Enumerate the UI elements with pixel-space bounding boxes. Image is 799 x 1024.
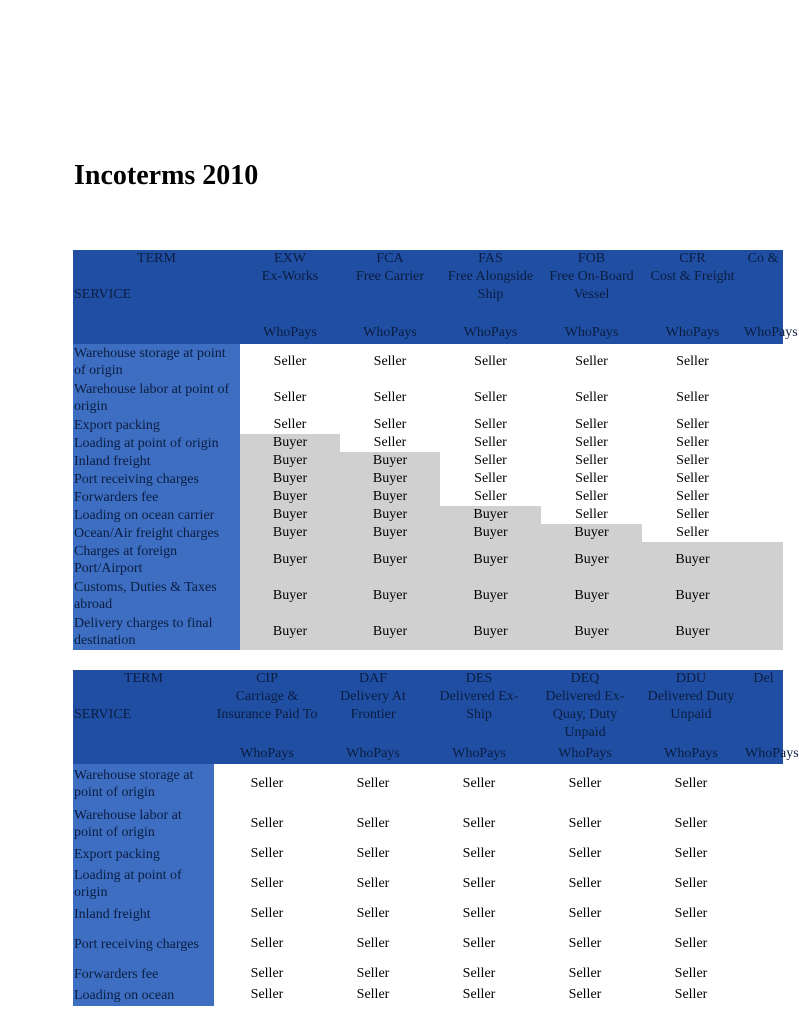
who-pays-value: Seller	[320, 984, 426, 1006]
term-name: Delivery At Frontier	[340, 689, 406, 722]
clipped-cell	[743, 488, 783, 506]
table-row	[73, 844, 783, 864]
service-name: Forwarders fee	[73, 488, 240, 506]
clipped-cell	[743, 452, 783, 470]
whopays-label: WhoPays	[744, 744, 783, 764]
whopays-label: WhoPays	[214, 744, 320, 764]
who-pays-value: Buyer	[440, 524, 541, 542]
who-pays-value: Seller	[320, 964, 426, 984]
term-code: CIP	[256, 671, 278, 686]
who-pays-value: Buyer	[541, 578, 642, 614]
who-pays-value: Buyer	[440, 542, 541, 578]
who-pays-value: Seller	[214, 904, 320, 924]
term-code: FOB	[577, 251, 606, 266]
table-row	[73, 764, 783, 804]
table-row	[73, 524, 783, 542]
who-pays-value: Seller	[642, 506, 743, 524]
clipped-cell	[743, 434, 783, 452]
term-column-header	[240, 250, 340, 322]
who-pays-value: Seller	[440, 452, 541, 470]
who-pays-value: Seller	[426, 964, 532, 984]
who-pays-value: Seller	[638, 904, 744, 924]
who-pays-value: Seller	[642, 344, 743, 380]
table-row	[73, 416, 783, 434]
term-code: EXW	[274, 251, 306, 266]
whopays-label: WhoPays	[440, 322, 541, 344]
service-name: Warehouse storage at point of origin	[73, 764, 214, 804]
whopays-row	[73, 744, 783, 764]
who-pays-value: Buyer	[440, 614, 541, 650]
clipped-cell	[743, 578, 783, 614]
who-pays-value: Buyer	[440, 578, 541, 614]
who-pays-value: Seller	[541, 506, 642, 524]
table-row	[73, 964, 783, 984]
term-name: Co &	[747, 251, 779, 266]
table-row	[73, 506, 783, 524]
who-pays-value: Seller	[541, 470, 642, 488]
who-pays-value: Seller	[426, 864, 532, 904]
whopays-label: WhoPays	[532, 744, 638, 764]
who-pays-value: Seller	[532, 964, 638, 984]
term-service-header	[73, 250, 240, 322]
term-column-header	[320, 670, 426, 744]
who-pays-value: Seller	[541, 344, 642, 380]
table-row	[73, 434, 783, 452]
who-pays-value: Seller	[426, 804, 532, 844]
term-column-header	[744, 670, 783, 744]
who-pays-value: Seller	[532, 904, 638, 924]
who-pays-value: Seller	[638, 964, 744, 984]
header-row	[73, 250, 783, 322]
service-name: Loading on ocean carrier	[73, 506, 240, 524]
who-pays-value: Seller	[214, 964, 320, 984]
table-row	[73, 542, 783, 578]
service-name: Delivery charges to final destination	[73, 614, 240, 650]
who-pays-value: Seller	[320, 864, 426, 904]
who-pays-value: Seller	[440, 488, 541, 506]
term-column-header	[214, 670, 320, 744]
service-name: Forwarders fee	[73, 964, 214, 984]
table-row	[73, 452, 783, 470]
who-pays-value: Seller	[532, 984, 638, 1006]
service-name: Port receiving charges	[73, 470, 240, 488]
service-name: Ocean/Air freight charges	[73, 524, 240, 542]
clipped-cell	[743, 380, 783, 416]
who-pays-value: Buyer	[642, 614, 743, 650]
clipped-cell	[744, 964, 783, 984]
who-pays-value: Buyer	[340, 614, 440, 650]
clipped-cell	[744, 764, 783, 804]
term-code: FCA	[376, 251, 404, 266]
table-row	[73, 380, 783, 416]
term-code: DAF	[358, 671, 387, 686]
table-row	[73, 904, 783, 924]
who-pays-value: Seller	[214, 764, 320, 804]
term-column-header	[638, 670, 744, 744]
who-pays-value: Seller	[642, 380, 743, 416]
who-pays-value: Seller	[642, 488, 743, 506]
who-pays-value: Buyer	[541, 614, 642, 650]
term-name: Free On-Board Vessel	[549, 269, 634, 302]
service-name: Loading at point of origin	[73, 864, 214, 904]
term-column-header	[532, 670, 638, 744]
table-row	[73, 488, 783, 506]
term-name: Delivered Duty Unpaid	[647, 689, 735, 722]
header-row	[73, 670, 783, 744]
table-row	[73, 614, 783, 650]
table-row	[73, 924, 783, 964]
who-pays-value: Buyer	[240, 542, 340, 578]
clipped-cell	[743, 416, 783, 434]
clipped-cell	[744, 904, 783, 924]
term-name: Free Alongside Ship	[447, 269, 534, 302]
term-column-header	[426, 670, 532, 744]
who-pays-value: Buyer	[240, 578, 340, 614]
who-pays-value: Seller	[642, 470, 743, 488]
who-pays-value: Seller	[240, 380, 340, 416]
who-pays-value: Buyer	[642, 578, 743, 614]
term-code: DES	[465, 671, 493, 686]
whopays-label: WhoPays	[340, 322, 440, 344]
who-pays-value: Seller	[642, 434, 743, 452]
who-pays-value: Seller	[532, 924, 638, 964]
who-pays-value: Buyer	[340, 578, 440, 614]
who-pays-value: Seller	[541, 452, 642, 470]
who-pays-value: Buyer	[240, 524, 340, 542]
table-row	[73, 470, 783, 488]
who-pays-value: Seller	[440, 470, 541, 488]
who-pays-value: Seller	[532, 864, 638, 904]
term-column-header	[340, 250, 440, 322]
who-pays-value: Seller	[638, 804, 744, 844]
who-pays-value: Seller	[638, 924, 744, 964]
who-pays-value: Seller	[214, 844, 320, 864]
whopays-blank	[73, 322, 240, 344]
service-label: SERVICE	[74, 287, 132, 302]
who-pays-value: Seller	[532, 764, 638, 804]
term-code: FAS	[478, 251, 503, 266]
who-pays-value: Seller	[214, 864, 320, 904]
clipped-cell	[743, 506, 783, 524]
who-pays-value: Seller	[340, 380, 440, 416]
whopays-label: WhoPays	[541, 322, 642, 344]
who-pays-value: Buyer	[340, 506, 440, 524]
clipped-cell	[744, 924, 783, 964]
table-row	[73, 804, 783, 844]
who-pays-value: Buyer	[240, 614, 340, 650]
who-pays-value: Seller	[541, 434, 642, 452]
who-pays-value: Seller	[340, 416, 440, 434]
who-pays-value: Buyer	[340, 488, 440, 506]
term-column-header	[541, 250, 642, 322]
whopays-label: WhoPays	[638, 744, 744, 764]
service-name: Loading on ocean	[73, 984, 214, 1006]
who-pays-value: Seller	[642, 416, 743, 434]
term-label: TERM	[124, 671, 163, 686]
who-pays-value: Buyer	[240, 470, 340, 488]
service-name: Export packing	[73, 416, 240, 434]
who-pays-value: Buyer	[240, 506, 340, 524]
page-title: Incoterms 2010	[74, 160, 259, 191]
who-pays-value: Seller	[532, 804, 638, 844]
term-name: Del	[753, 671, 774, 686]
who-pays-value: Seller	[642, 452, 743, 470]
who-pays-value: Buyer	[240, 452, 340, 470]
whopays-label: WhoPays	[320, 744, 426, 764]
service-name: Charges at foreign Port/Airport	[73, 542, 240, 578]
term-label: TERM	[137, 251, 176, 266]
service-name: Customs, Duties & Taxes abroad	[73, 578, 240, 614]
table-row	[73, 984, 783, 1006]
clipped-cell	[743, 614, 783, 650]
whopays-label: WhoPays	[743, 322, 783, 344]
who-pays-value: Seller	[638, 844, 744, 864]
who-pays-value: Seller	[320, 924, 426, 964]
who-pays-value: Buyer	[541, 524, 642, 542]
term-column-header	[642, 250, 743, 322]
who-pays-value: Seller	[320, 764, 426, 804]
service-name: Inland freight	[73, 452, 240, 470]
who-pays-value: Seller	[320, 804, 426, 844]
service-name: Port receiving charges	[73, 924, 214, 964]
clipped-cell	[744, 844, 783, 864]
term-service-header	[73, 670, 214, 744]
who-pays-value: Seller	[638, 984, 744, 1006]
who-pays-value: Seller	[214, 924, 320, 964]
whopays-label: WhoPays	[240, 322, 340, 344]
who-pays-value: Seller	[541, 416, 642, 434]
who-pays-value: Buyer	[340, 452, 440, 470]
who-pays-value: Seller	[320, 844, 426, 864]
clipped-cell	[743, 542, 783, 578]
term-name: Carriage & Insurance Paid To	[216, 689, 318, 722]
incoterms-table-2	[73, 670, 799, 1006]
who-pays-value: Seller	[426, 764, 532, 804]
who-pays-value: Buyer	[240, 488, 340, 506]
who-pays-value: Buyer	[340, 524, 440, 542]
who-pays-value: Seller	[214, 804, 320, 844]
who-pays-value: Seller	[426, 984, 532, 1006]
who-pays-value: Seller	[240, 344, 340, 380]
term-code: DEQ	[570, 671, 600, 686]
term-code: DDU	[675, 671, 707, 686]
table-row	[73, 578, 783, 614]
service-name: Loading at point of origin	[73, 434, 240, 452]
term-name: Free Carrier	[355, 269, 425, 284]
term-name: Delivered Ex-Ship	[439, 689, 519, 722]
who-pays-value: Seller	[532, 844, 638, 864]
incoterms-table-1	[73, 250, 798, 650]
whopays-label: WhoPays	[426, 744, 532, 764]
clipped-cell	[744, 984, 783, 1006]
term-column-header	[440, 250, 541, 322]
who-pays-value: Seller	[426, 844, 532, 864]
who-pays-value: Seller	[340, 344, 440, 380]
who-pays-value: Buyer	[340, 542, 440, 578]
service-name: Warehouse labor at point of origin	[73, 804, 214, 844]
who-pays-value: Seller	[440, 380, 541, 416]
who-pays-value: Seller	[214, 984, 320, 1006]
who-pays-value: Seller	[340, 434, 440, 452]
service-name: Warehouse storage at point of origin	[73, 344, 240, 380]
term-name: Cost & Freight	[650, 269, 735, 284]
service-name: Export packing	[73, 844, 214, 864]
who-pays-value: Buyer	[240, 434, 340, 452]
who-pays-value: Seller	[240, 416, 340, 434]
service-name: Inland freight	[73, 904, 214, 924]
who-pays-value: Seller	[440, 344, 541, 380]
who-pays-value: Seller	[440, 434, 541, 452]
clipped-cell	[743, 344, 783, 380]
who-pays-value: Seller	[320, 904, 426, 924]
service-name: Warehouse labor at point of origin	[73, 380, 240, 416]
service-label: SERVICE	[74, 707, 132, 722]
term-code: CFR	[679, 251, 706, 266]
clipped-cell	[743, 470, 783, 488]
who-pays-value: Seller	[642, 524, 743, 542]
who-pays-value: Buyer	[440, 506, 541, 524]
clipped-cell	[743, 524, 783, 542]
clipped-cell	[744, 804, 783, 844]
term-name: Ex-Works	[261, 269, 319, 284]
whopays-row	[73, 322, 783, 344]
who-pays-value: Buyer	[340, 470, 440, 488]
whopays-blank	[73, 744, 214, 764]
table-row	[73, 864, 783, 904]
clipped-cell	[744, 864, 783, 904]
who-pays-value: Seller	[426, 904, 532, 924]
who-pays-value: Seller	[426, 924, 532, 964]
table-row	[73, 344, 783, 380]
whopays-label: WhoPays	[642, 322, 743, 344]
who-pays-value: Buyer	[642, 542, 743, 578]
who-pays-value: Seller	[638, 864, 744, 904]
who-pays-value: Buyer	[541, 542, 642, 578]
term-column-header	[743, 250, 783, 322]
term-name: Delivered Ex-Quay, Duty Unpaid	[545, 689, 625, 740]
who-pays-value: Seller	[440, 416, 541, 434]
who-pays-value: Seller	[541, 380, 642, 416]
who-pays-value: Seller	[638, 764, 744, 804]
who-pays-value: Seller	[541, 488, 642, 506]
